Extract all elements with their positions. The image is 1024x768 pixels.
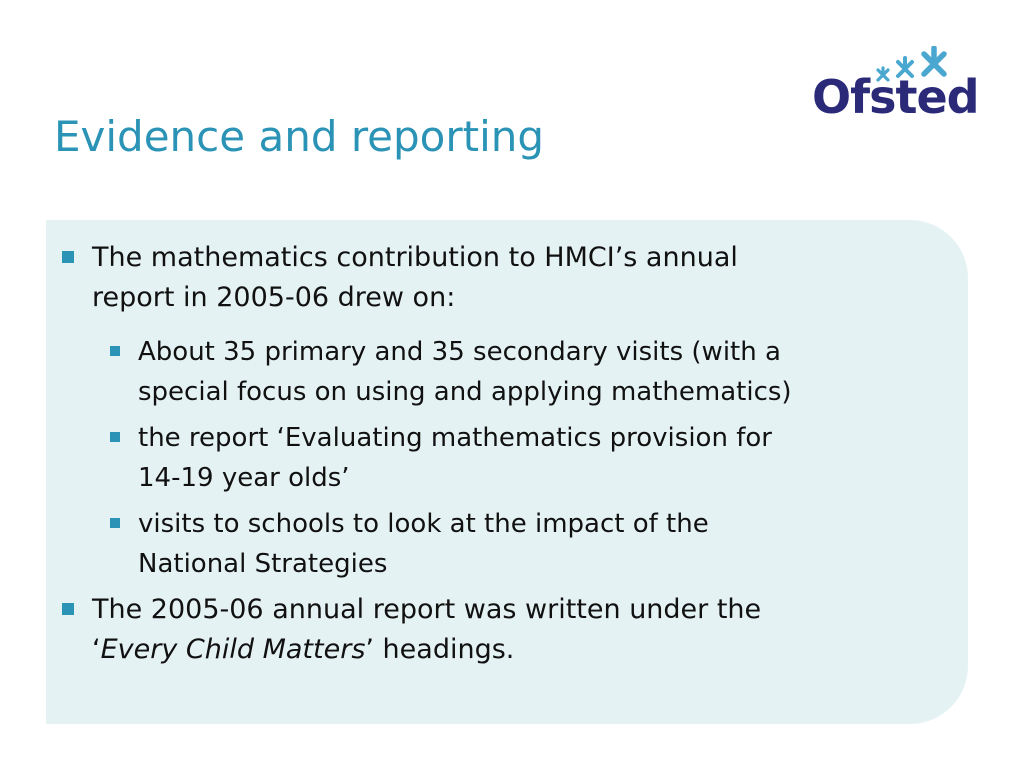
bullet-text-line: special focus on using and applying mathematics) — [138, 377, 792, 407]
bullet-text-line — [92, 630, 946, 670]
bullet-text-line: About 35 primary and 35 secondary visits (with a — [138, 337, 781, 367]
bullet-text-line: 14-19 year olds’ — [138, 463, 350, 493]
square-bullet-icon — [62, 251, 74, 263]
ofsted-logo — [812, 46, 979, 130]
every-child-matters-title: Every Child Matters — [100, 634, 366, 665]
bullet-item — [46, 590, 946, 670]
bullet-text-line: report in 2005-06 drew on: — [92, 282, 456, 313]
bullet-item — [46, 238, 946, 318]
sub-bullet-item — [46, 418, 946, 498]
bullet-text-line: the report ‘Evaluating mathematics provision for — [138, 423, 772, 453]
open-quote: ‘ — [92, 634, 101, 665]
square-bullet-icon — [110, 432, 120, 442]
bullet-text-line: The 2005-06 annual report was written under the — [92, 594, 762, 625]
bullet-text-line: visits to schools to look at the impact of the — [138, 509, 709, 539]
ofsted-logo-wordmark: Ofsted — [812, 70, 979, 124]
bullet-text-line: The mathematics contribution to HMCI’s annual — [92, 242, 738, 273]
square-bullet-icon — [110, 346, 120, 356]
bullet-text-rest: ’ headings. — [365, 634, 515, 665]
square-bullet-icon — [110, 518, 120, 528]
sub-bullet-item — [46, 332, 946, 412]
bullet-text-line: National Strategies — [138, 549, 388, 579]
bullet-list — [46, 238, 946, 684]
slide-title: Evidence and reporting — [54, 112, 545, 161]
square-bullet-icon — [62, 603, 74, 615]
sub-bullet-item — [46, 504, 946, 584]
